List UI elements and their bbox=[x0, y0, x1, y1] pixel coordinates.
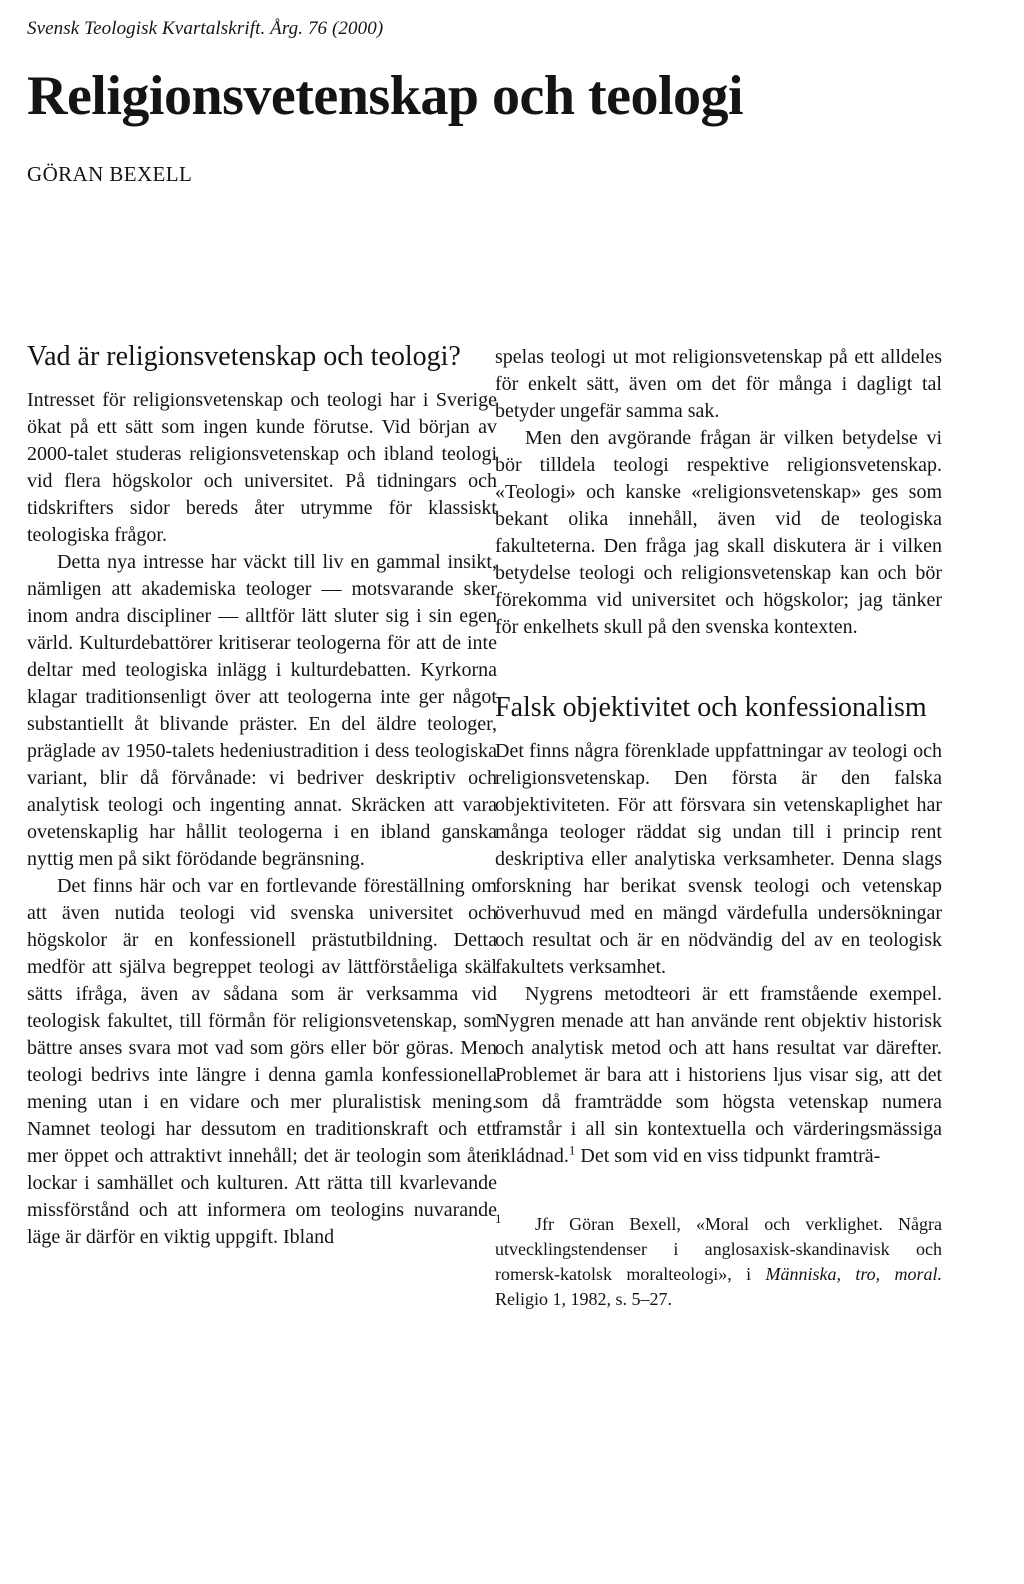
body-paragraph: Det finns här och var en fortlevande föreställning om att även nutida teologi vid svenska universitet och högskolor är en konfessionell prästutbildning. Detta medför att själva begreppet teologi av lättförståeliga skäl sätts ifråga, även av sådana som är verksamma vid teologisk fakultet, till förmån för religionsvetenskap, som bättre anses svara mot vad som görs eller bör göras. Men teologi bedrivs inte längre i denna gamla konfessionella mening utan i en vidare och mer pluralistisk mening. Namnet teologi har dessutom en traditionskraft och ett mer öppet och attraktivt innehåll; det är teologin som åter lockar i samhället och kulturen. Att rätta till kvarlevande missförstånd och att informera om teologins nuvarande läge är därför en viktig uppgift. Ibland bbox=[27, 875, 497, 1248]
body-paragraph: Detta nya intresse har väckt till liv en gammal insikt, nämligen att akademiska teologer — motsvarande sker inom andra discipliner — alltför lätt sluter sig i sin egen värld. Kulturdebattörer kritiserar teologerna för att de inte deltar med teologiska inlägg i kulturdebatten. Kyrkorna klagar traditionsenligt över att teologerna inte ger något substantiellt åt blivande präster. En del äldre teologer, präglade av 1950-talets hedeniustradition i dess teologiska variant, blir då förvånade: vi bedriver deskriptiv och analytisk teologi och ingenting annat. Skräcken att vara ovetenskaplig har hållit teologerna i en ibland ganska nyttig men på sikt förödande begränsning. bbox=[27, 551, 497, 870]
section-heading: Falsk objektivitet och konfessionalism bbox=[495, 692, 927, 723]
body-paragraph: spelas teologi ut mot religionsvetenskap på ett alldeles för enkelt sätt, även om det för många i dagligt tal betyder ungefär samma sak. bbox=[495, 346, 942, 422]
footnote-reference: 1 bbox=[568, 1142, 576, 1158]
body-paragraph bbox=[495, 981, 942, 1170]
footnote-text: Religio 1, 1982, s. 5–27. bbox=[495, 1289, 673, 1309]
paragraph-text: Det som vid en viss tidpunkt framträ- bbox=[575, 1145, 881, 1167]
body-paragraph: Intresset för religionsvetenskap och teologi har i Sverige ökat på ett sätt som ingen kunde förutse. Vid början av 2000-talet studeras religionsvetenskap och ibland teologi vid flera högskolor och universitet. På tidningars och tidskrifters sidor bereds åter utrymme för klassiskt teologiska frågor. bbox=[27, 389, 497, 546]
body-paragraph: Det finns några förenklade uppfattningar av teologi och religionsvetenskap. Den första är den falska objektiviteten. För att försvara sin vetenskaplighet har många teologer räddat sig undan till i princip rent deskriptiva eller analytiska verksamheter. Denna slags forskning har berikat svensk teologi och vetenskap överhuvud med en mängd värdefulla undersökningar och resultat och är en nödvändig del av en teologisk fakultets verksamhet. bbox=[495, 740, 942, 978]
footnote bbox=[495, 1212, 942, 1312]
left-column bbox=[27, 340, 497, 1251]
footnote-title: Människa, tro, moral. bbox=[765, 1264, 942, 1284]
right-column bbox=[495, 344, 942, 1312]
footnote-text: Jfr Göran Bexell, «Moral och verklighet. Några utvecklingstendenser i anglosaxisk-skandinavisk och romersk-katolsk moralteologi», i bbox=[495, 1214, 942, 1284]
author-name: GÖRAN BEXELL bbox=[27, 162, 193, 186]
footnote-number: 1 bbox=[495, 1211, 502, 1226]
running-head: Svensk Teologisk Kvartalskrift. Årg. 76 (2000) bbox=[27, 18, 384, 39]
section-heading: Vad är religionsvetenskap och teologi? bbox=[27, 341, 461, 372]
body-paragraph: Men den avgörande frågan är vilken betydelse vi bör tilldela teologi respektive religionsvetenskap. «Teologi» och kanske «religionsvetenskap» ges som bekant olika innehåll, även vid de teologiska fakulteterna. Den fråga jag skall diskutera är i vilken betydelse teologi och religionsvetenskap kan och bör förekomma vid universitet och högskolor; jag tänker för enkelhets skull på den svenska kontexten. bbox=[495, 427, 942, 638]
paragraph-text: Nygrens metodteori är ett framstående exempel. Nygren menade att han använde rent objektiv historisk och analytisk metod och att hans resultat var därefter. Problemet är bara att i historiens ljus visar sig, att det som då framträdde som högsta vetenskap numera framstår i all sin kontextuella och värderingsmässiga ikládnad. bbox=[495, 983, 942, 1167]
article-title: Religionsvetenskap och teologi bbox=[27, 65, 744, 127]
